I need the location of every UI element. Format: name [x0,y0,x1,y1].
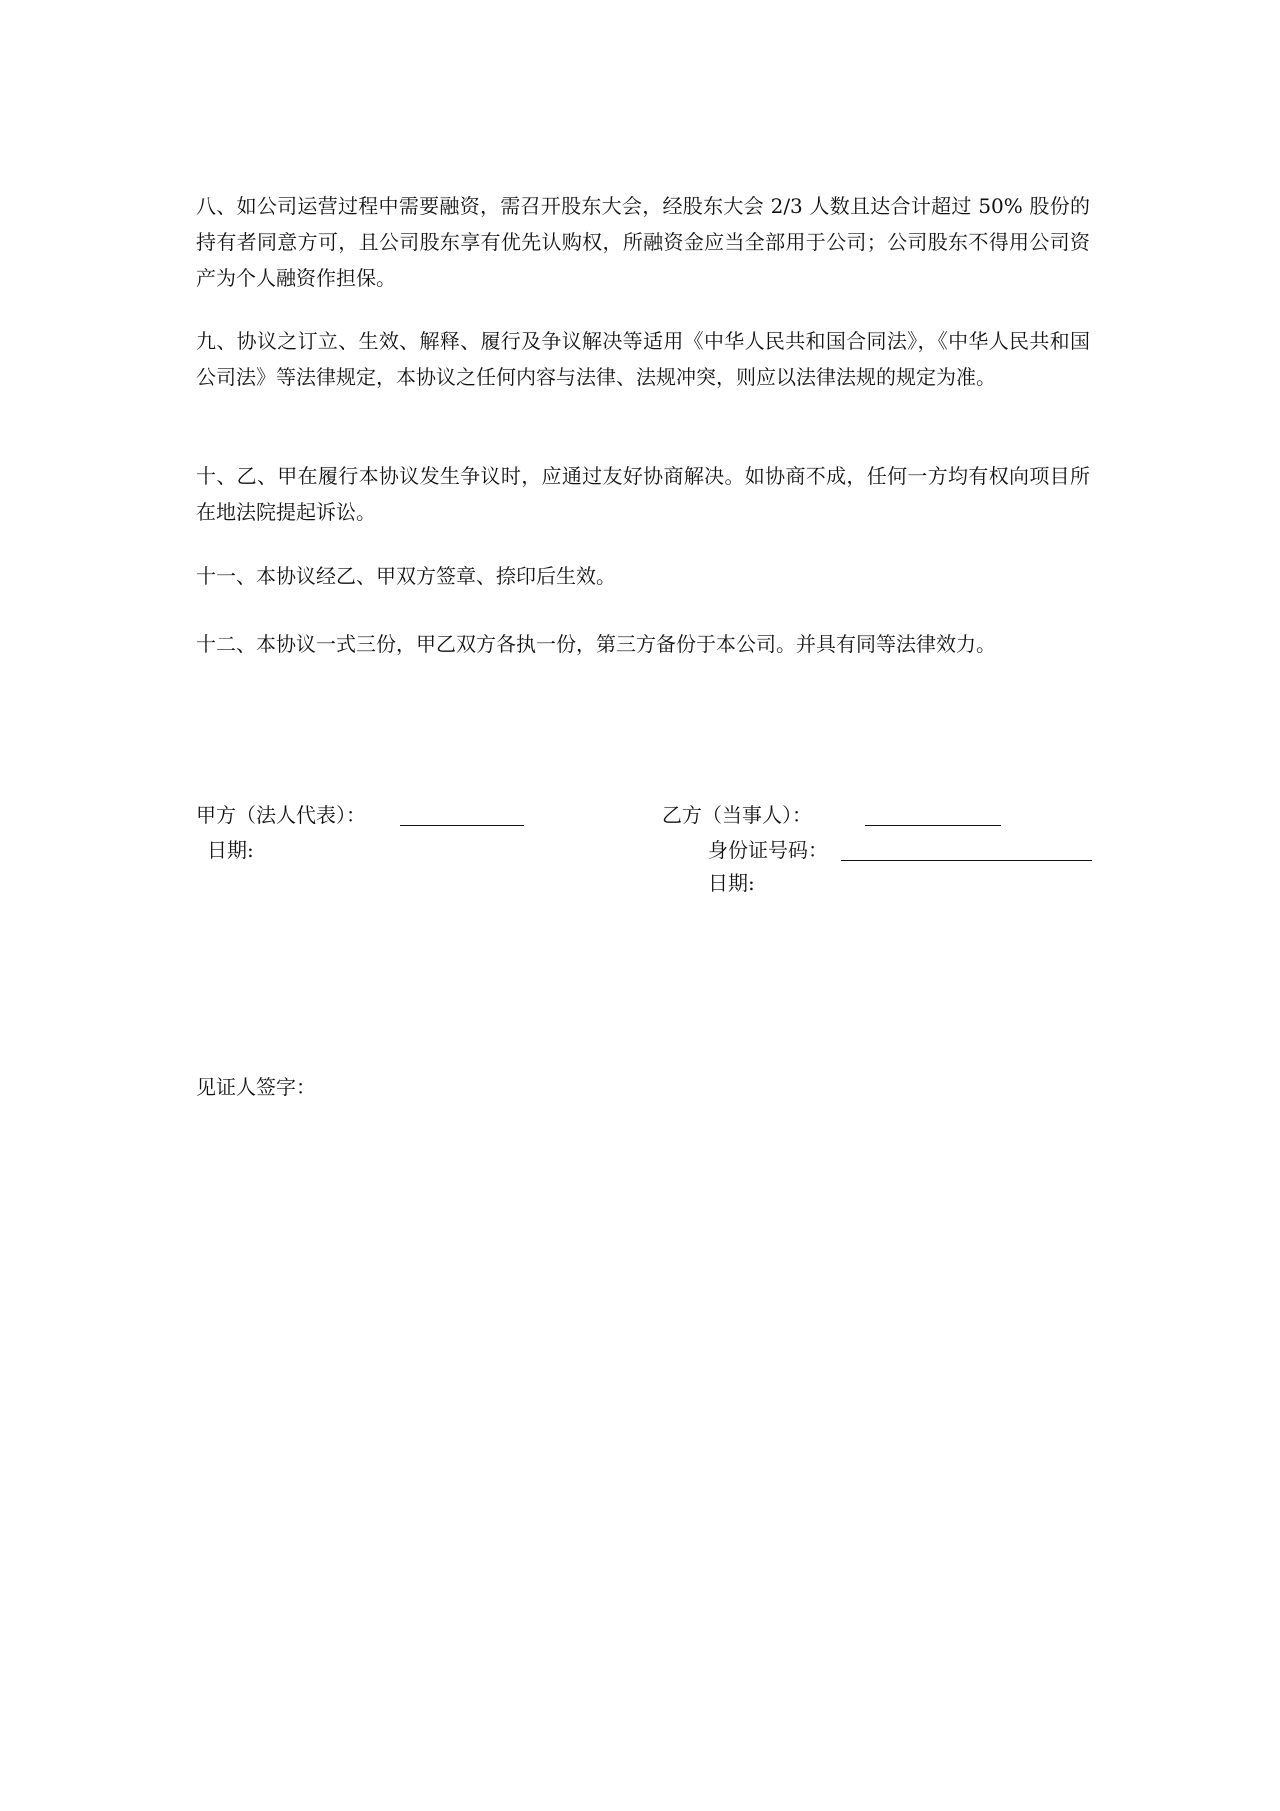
clause-9: 九、协议之订立、生效、解释、履行及争议解决等适用《中华人民共和国合同法》，《中华人民共和国公司法》等法律规定，本协议之任何内容与法律、法规冲突，则应以法律法规的规定为准。 [196,329,1090,389]
party-a-signature-line [400,825,524,826]
party-b-label: 乙方（当事人）： [662,803,812,827]
clause-10: 十、乙、甲在履行本协议发生争议时，应通过友好协商解决。如协商不成，任何一方均有权向项目所在地法院提起诉讼。 [196,464,1090,524]
clause-12: 十二、本协议一式三份，甲乙双方各执一份，第三方备份于本公司。并具有同等法律效力。 [196,632,996,656]
party-a-date-label: 日期: [207,838,254,862]
clause-11: 十一、本协议经乙、甲双方签章、捺印后生效。 [196,564,616,588]
witness-label: 见证人签字： [196,1075,316,1099]
party-b-date-label: 日期: [708,871,755,895]
clause-8: 八、如公司运营过程中需要融资，需召开股东大会，经股东大会 2/3 人数且达合计超过 50% 股份的持有者同意方可，且公司股东享有优先认购权，所融资金应当全部用于公司；公司股东不得用公司资产为个人融资作担保。 [196,194,1090,290]
party-a-label: 甲方（法人代表）： [196,803,366,827]
party-b-signature-line [865,825,1001,826]
party-b-id-line [841,860,1092,861]
party-b-id-label: 身份证号码： [708,838,828,862]
